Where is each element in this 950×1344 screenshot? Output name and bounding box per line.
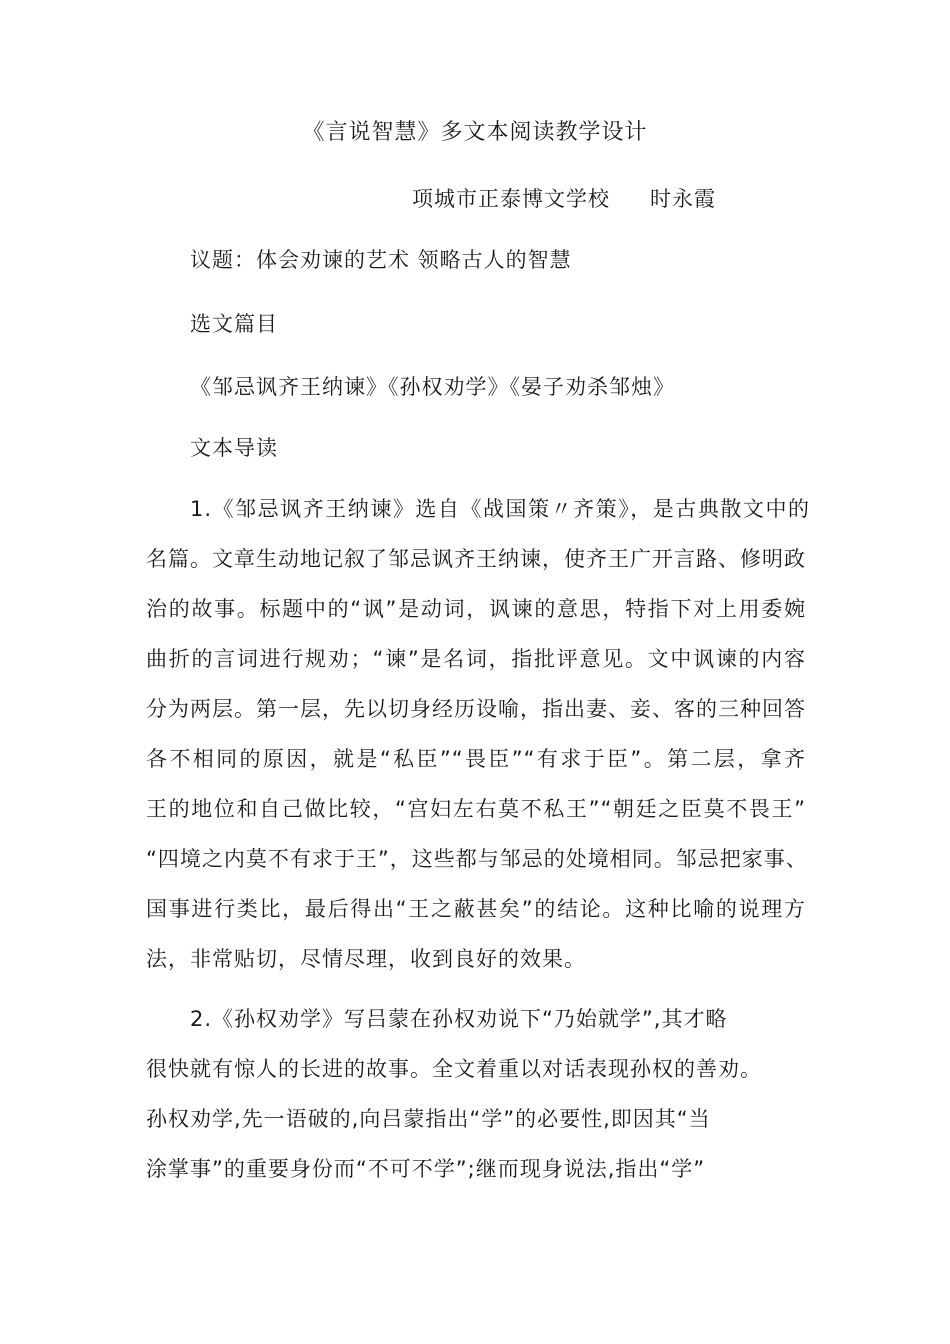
author-line (412, 184, 812, 214)
para1-line: “四境之内莫不有求于王”，这些都与邹忌的处境相同。邹忌把家事、 (146, 847, 808, 871)
document-title: 《言说智慧》多文本阅读教学设计 (302, 120, 648, 145)
para2-line: 2.《孙权劝学》写吕蒙在孙权劝说下“乃始就学”,其才略 (190, 1007, 728, 1031)
section-heading-selected: 选文篇目 (190, 312, 278, 336)
section-heading-guide: 文本导读 (190, 436, 278, 460)
para2-line: 涂掌事”的重要身份而“不可不学”;继而现身说法,指出“学” (146, 1157, 706, 1181)
para1-line: 各不相同的原因，就是“私臣”“畏臣”“有求于臣”。第二层，拿齐 (146, 747, 806, 771)
para1-line: 分为两层。第一层，先以切身经历设喻，指出妻、妾、客的三种回答 (146, 697, 806, 721)
para1-line: 1.《邹忌讽齐王纳谏》选自《战国策〃齐策》，是古典散文中的 (190, 497, 810, 521)
para1-line: 治的故事。标题中的“讽”是动词，讽谏的意思，特指下对上用委婉 (146, 597, 806, 621)
author-school: 项城市正泰博文学校 (412, 187, 610, 211)
para1-line: 名篇。文章生动地记叙了邹忌讽齐王纳谏，使齐王广开言路、修明政 (146, 547, 806, 571)
author-name: 时永霞 (650, 187, 716, 211)
selected-texts: 《邹忌讽齐王纳谏》《孙权劝学》《晏子劝杀邹烛》 (190, 375, 675, 399)
para1-line: 国事进行类比，最后得出“王之蔽甚矣”的结论。这种比喻的说理方 (146, 897, 806, 921)
para2-line: 孙权劝学,先一语破的,向吕蒙指出“学”的必要性,即因其“当 (146, 1107, 711, 1131)
para2-line: 很快就有惊人的长进的故事。全文着重以对话表现孙权的善劝。 (146, 1057, 762, 1081)
para1-line: 王的地位和自己做比较，“宫妇左右莫不私王”“朝廷之臣莫不畏王” (146, 797, 806, 821)
para1-line: 曲折的言词进行规劝；“谏”是名词，指批评意见。文中讽谏的内容 (146, 647, 806, 671)
topic-line: 议题：体会劝谏的艺术 领略古人的智慧 (190, 248, 572, 272)
para1-line: 法，非常贴切，尽情尽理，收到良好的效果。 (146, 947, 586, 971)
